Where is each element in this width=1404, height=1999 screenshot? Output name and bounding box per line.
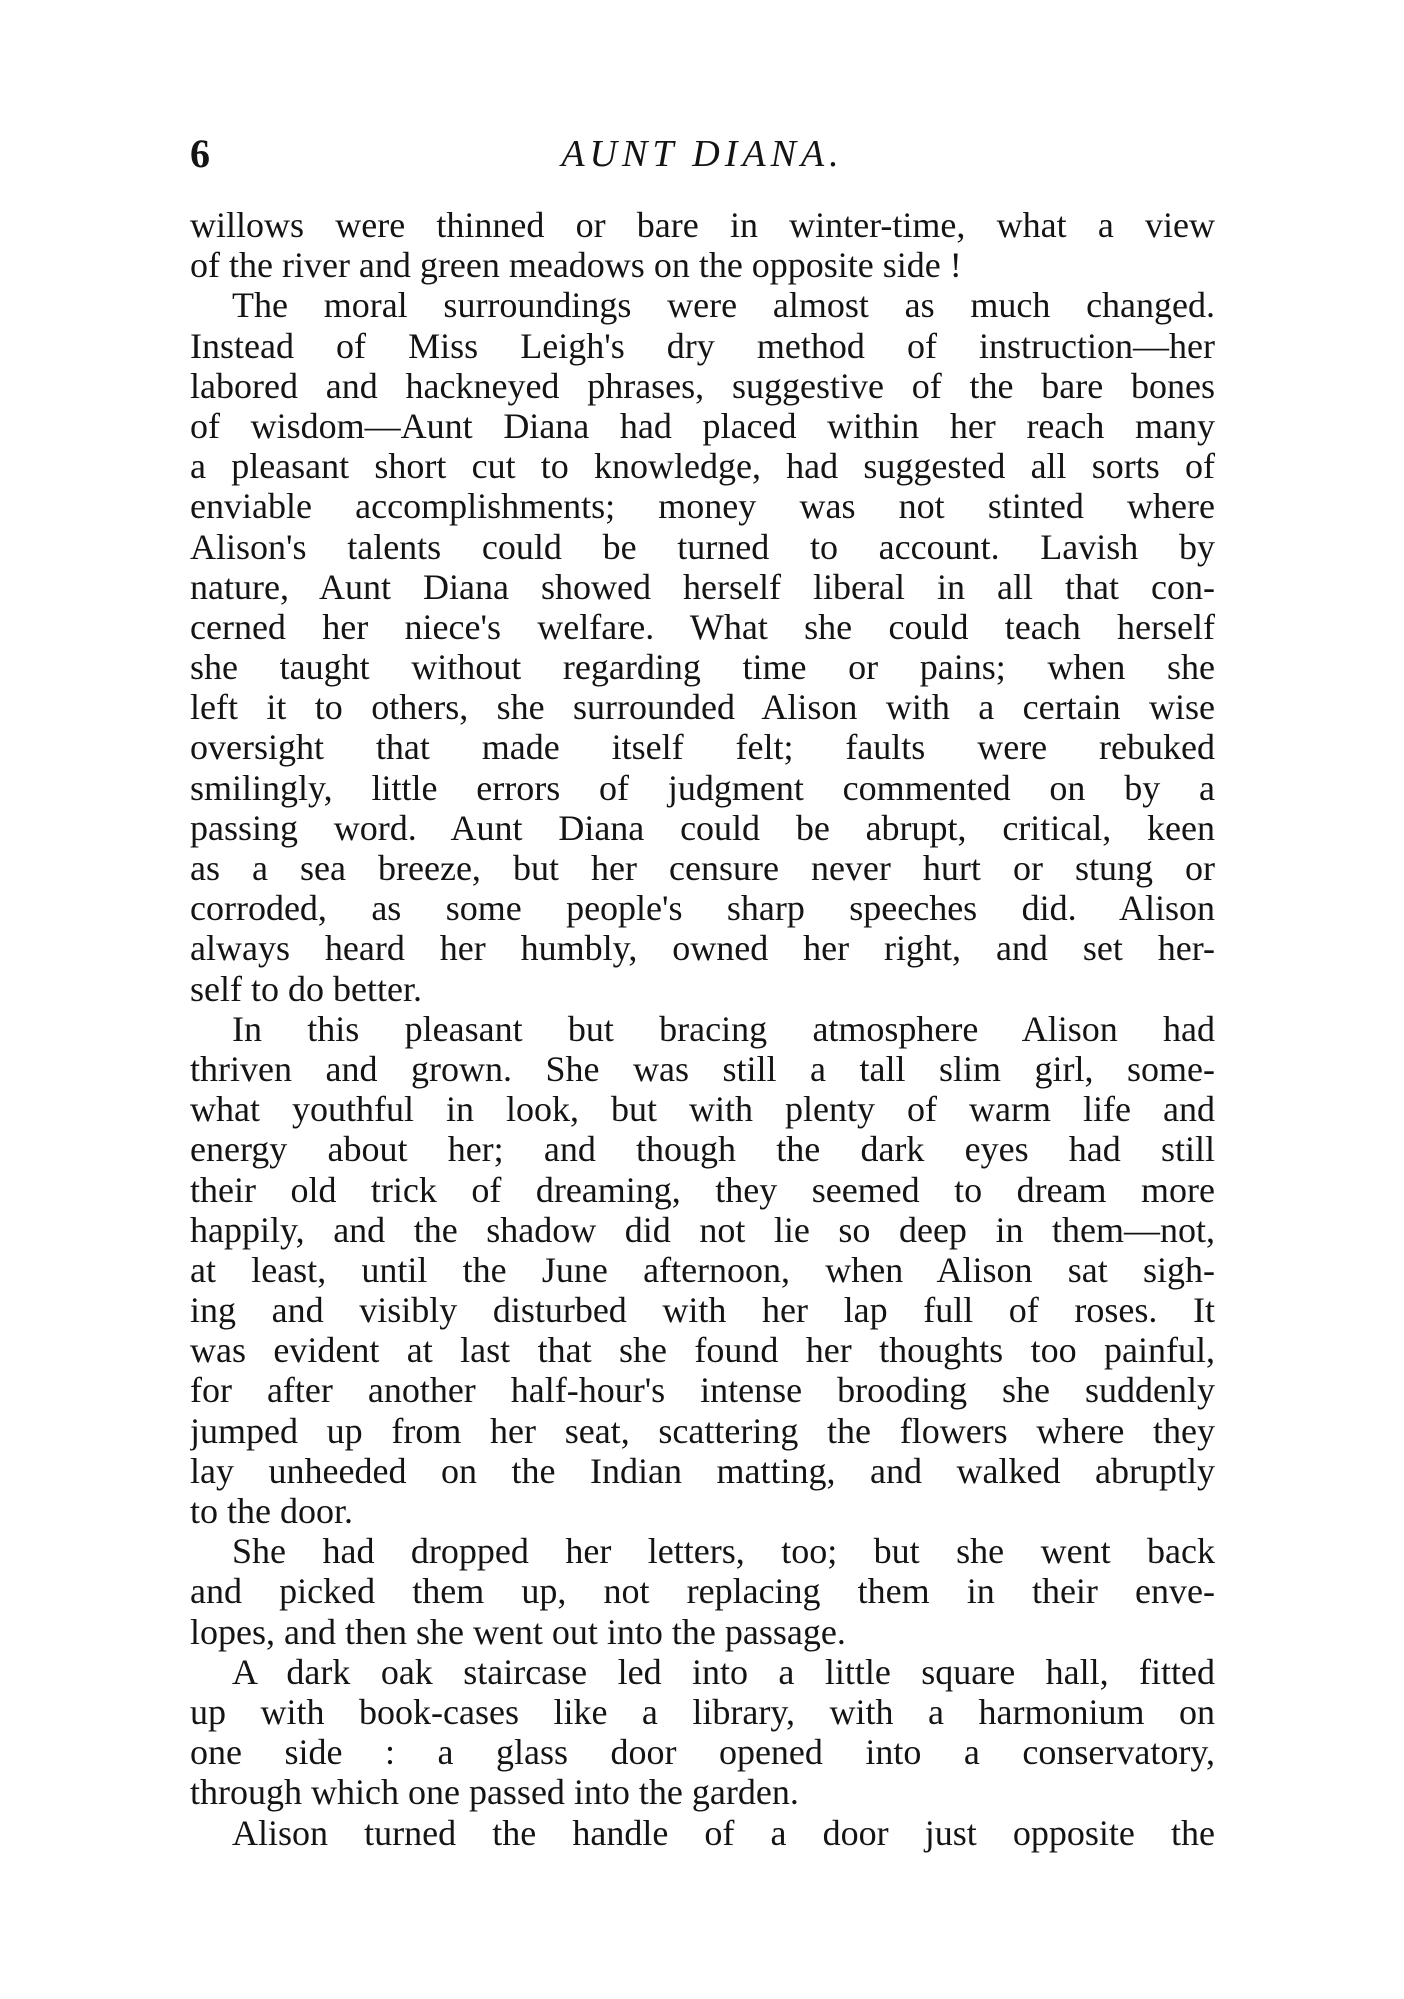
text-line: smilingly, little errors of judgment commented on by a bbox=[190, 767, 1215, 808]
text-line: Instead of Miss Leigh's dry method of instruction—her bbox=[190, 325, 1215, 366]
text-line: lopes, and then she went out into the passage. bbox=[190, 1611, 846, 1652]
text-line: jumped up from her seat, scattering the flowers where they bbox=[190, 1410, 1215, 1451]
text-line: She had dropped her letters, too; but she went back bbox=[232, 1531, 1215, 1572]
text-line: willows were thinned or bare in winter-time, what a view bbox=[190, 205, 1215, 245]
text-line: enviable accomplishments; money was not stinted where bbox=[190, 486, 1215, 527]
text-line: happily, and the shadow did not lie so deep in them—not, bbox=[190, 1209, 1215, 1250]
text-line: for after another half-hour's intense brooding she suddenly bbox=[190, 1370, 1215, 1411]
paragraph bbox=[190, 1009, 1215, 1531]
text-line: to the door. bbox=[190, 1491, 353, 1531]
text-line: one side : a glass door opened into a conservatory, bbox=[190, 1732, 1215, 1773]
text-line: thriven and grown. She was still a tall slim girl, some- bbox=[190, 1048, 1215, 1089]
body-text bbox=[190, 205, 1215, 1853]
paragraph bbox=[190, 205, 1215, 285]
running-head bbox=[190, 126, 1215, 182]
text-line: A dark oak staircase led into a little square hall, fitted bbox=[232, 1651, 1215, 1692]
text-line: left it to others, she surrounded Alison with a certain wise bbox=[190, 687, 1215, 728]
text-line: of the river and green meadows on the opposite side ! bbox=[190, 245, 962, 286]
paragraph bbox=[190, 1652, 1215, 1813]
text-line: their old trick of dreaming, they seemed to dream more bbox=[190, 1169, 1215, 1210]
text-line: corroded, as some people's sharp speeches did. Alison bbox=[190, 888, 1215, 929]
text-line: she taught without regarding time or pains; when she bbox=[190, 647, 1215, 688]
paragraph bbox=[190, 1813, 1215, 1853]
text-line: of wisdom—Aunt Diana had placed within her reach many bbox=[190, 405, 1215, 446]
text-line: energy about her; and though the dark eyes had still bbox=[190, 1129, 1215, 1170]
text-line: as a sea breeze, but her censure never hurt or stung or bbox=[190, 848, 1215, 888]
page-number: 6 bbox=[190, 131, 210, 176]
text-line: labored and hackneyed phrases, suggestive of the bare bones bbox=[190, 365, 1215, 406]
text-line: lay unheeded on the Indian matting, and walked abruptly bbox=[190, 1450, 1215, 1491]
text-line: Alison turned the handle of a door just opposite the bbox=[232, 1812, 1215, 1853]
text-line: Alison's talents could be turned to account. Lavish by bbox=[190, 526, 1215, 567]
text-line: nature, Aunt Diana showed herself liberal in all that con- bbox=[190, 566, 1215, 607]
text-line: what youthful in look, but with plenty of warm life and bbox=[190, 1089, 1215, 1130]
text-line: up with book-cases like a library, with a harmonium on bbox=[190, 1691, 1215, 1732]
text-line: self to do better. bbox=[190, 968, 422, 1009]
running-title: AUNT DIANA. bbox=[561, 133, 844, 175]
text-line: a pleasant short cut to knowledge, had suggested all sorts of bbox=[190, 446, 1215, 487]
paragraph bbox=[190, 1531, 1215, 1652]
text-line: was evident at last that she found her thoughts too painful, bbox=[190, 1330, 1215, 1371]
paragraph bbox=[190, 285, 1215, 1008]
text-line: ing and visibly disturbed with her lap full of roses. It bbox=[190, 1290, 1215, 1331]
text-line: always heard her humbly, owned her right, and set her- bbox=[190, 928, 1215, 969]
text-line: In this pleasant but bracing atmosphere Alison had bbox=[232, 1008, 1215, 1049]
text-line: and picked them up, not replacing them in their enve- bbox=[190, 1571, 1215, 1612]
text-line: cerned her niece's welfare. What she could teach herself bbox=[190, 606, 1215, 647]
text-line: passing word. Aunt Diana could be abrupt, critical, keen bbox=[190, 807, 1215, 848]
text-line: oversight that made itself felt; faults were rebuked bbox=[190, 727, 1215, 768]
text-line: at least, until the June afternoon, when Alison sat sigh- bbox=[190, 1249, 1215, 1290]
text-line: through which one passed into the garden. bbox=[190, 1772, 799, 1813]
text-line: The moral surroundings were almost as much changed. bbox=[232, 285, 1215, 326]
